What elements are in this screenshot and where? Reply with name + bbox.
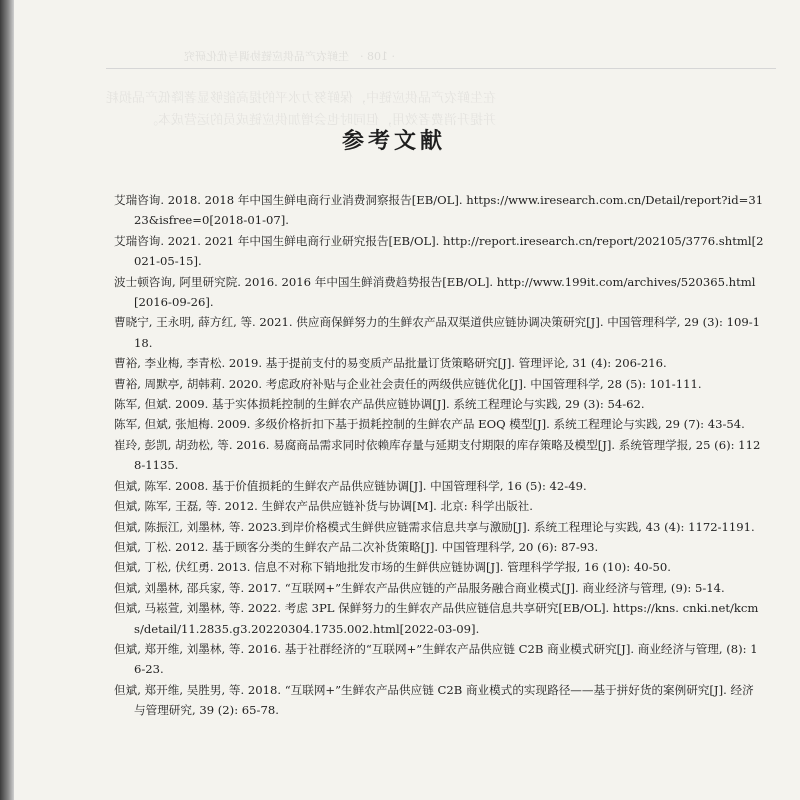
reference-entry: 波士顿咨询, 阿里研究院. 2016. 2016 年中国生鲜消费趋势报告[EB/OL]. http://www.199it.com/archives/520365.html[2016-09-26].	[114, 274, 756, 310]
reference-entry: 但斌, 陈军, 王磊, 等. 2012. 生鲜农产品供应链补货与协调[M]. 北京: 科学出版社.	[114, 499, 533, 514]
reference-entry: 曹裕, 李业梅, 李青松. 2019. 基于提前支付的易变质产品批量订货策略研究[J]. 管理评论, 31 (4): 206-216.	[114, 356, 667, 371]
references-title: 参考文献	[341, 128, 446, 154]
reference-entry: 但斌, 刘墨林, 邵兵家, 等. 2017. “互联网+”生鲜农产品供应链的产品服务融合商业模式[J]. 商业经济与管理, (9): 5-14.	[114, 580, 725, 595]
reference-entry: 但斌, 郑开维, 吴胜男, 等. 2018. “互联网+”生鲜农产品供应链 C2B 商业模式的实现路径——基于拼好货的案例研究[J]. 经济与管理研究, 39 (2): 65-78.	[114, 682, 754, 718]
reference-entry: 曹晓宁, 王永明, 薛方红, 等. 2021. 供应商保鲜努力的生鲜农产品双渠道供应链协调决策研究[J]. 中国管理科学, 29 (3): 109-118.	[114, 315, 761, 350]
header-rule	[106, 68, 776, 69]
show-through-header: · 108 · 生鲜农产品供应链协调与优化研究	[184, 50, 395, 63]
reference-entry: 但斌, 郑开维, 刘墨林, 等. 2016. 基于社群经济的“互联网+”生鲜农产品供应链 C2B 商业模式研究[J]. 商业经济与管理, (8): 16-23.	[114, 641, 758, 677]
reference-entry: 陈军, 但斌. 2009. 基于实体损耗控制的生鲜农产品供应链协调[J]. 系统工程理论与实践, 29 (3): 54-62.	[114, 397, 645, 412]
reference-entry: 崔玲, 彭凯, 胡劲松, 等. 2016. 易腐商品需求同时依赖库存量与延期支付期限的库存策略及模型[J]. 系统管理学报, 25 (6): 1128-1135.	[114, 437, 761, 473]
reference-entry: 但斌, 陈军. 2008. 基于价值损耗的生鲜农产品供应链协调[J]. 中国管理科学, 16 (5): 42-49.	[114, 478, 587, 493]
reference-entry: 但斌, 丁松, 伏红勇. 2013. 信息不对称下销地批发市场的生鲜供应链协调[J]. 管理科学学报, 16 (10): 40-50.	[114, 560, 671, 575]
reference-list	[114, 190, 764, 721]
reference-entry: 但斌, 丁松. 2012. 基于顾客分类的生鲜农产品二次补货策略[J]. 中国管理科学, 20 (6): 87-93.	[114, 539, 599, 554]
scan-binding-edge	[0, 0, 14, 800]
show-through-text: 在生鲜农产品供应链中，保鲜努力水平的提高能够显著降低产品损耗 并提升消费者效用，但同时也会增加供应链成员的运营成本。	[106, 91, 497, 128]
book-page	[14, 0, 800, 800]
reference-entry: 陈军, 但斌, 张旭梅. 2009. 多级价格折扣下基于损耗控制的生鲜农产品 EOQ 模型[J]. 系统工程理论与实践, 29 (7): 43-54.	[114, 417, 745, 432]
reference-entry: 艾瑞咨询. 2021. 2021 年中国生鲜电商行业研究报告[EB/OL]. http://report.iresearch.cn/report/202105/3776.shtml[2021-05-15].	[114, 233, 764, 269]
reference-entry: 但斌, 陈振江, 刘墨林, 等. 2023.到岸价格模式生鲜供应链需求信息共享与激励[J]. 系统工程理论与实践, 43 (4): 1172-1191.	[114, 519, 755, 534]
reference-entry: 艾瑞咨询. 2018. 2018 年中国生鲜电商行业消费洞察报告[EB/OL]. https://www.iresearch.com.cn/Detail/report?id=3123&isfree=0[2018-01-07].	[114, 193, 764, 228]
reference-entry: 曹裕, 周默亭, 胡韩莉. 2020. 考虑政府补贴与企业社会责任的两级供应链优化[J]. 中国管理科学, 28 (5): 101-111.	[114, 376, 702, 391]
reference-entry: 但斌, 马崧萱, 刘墨林, 等. 2022. 考虑 3PL 保鲜努力的生鲜农产品供应链信息共享研究[EB/OL]. https://kns. cnki.net/kcms/detail/11.2835.g3.20220304.1735.002.html[2022-03-09].	[114, 601, 759, 636]
